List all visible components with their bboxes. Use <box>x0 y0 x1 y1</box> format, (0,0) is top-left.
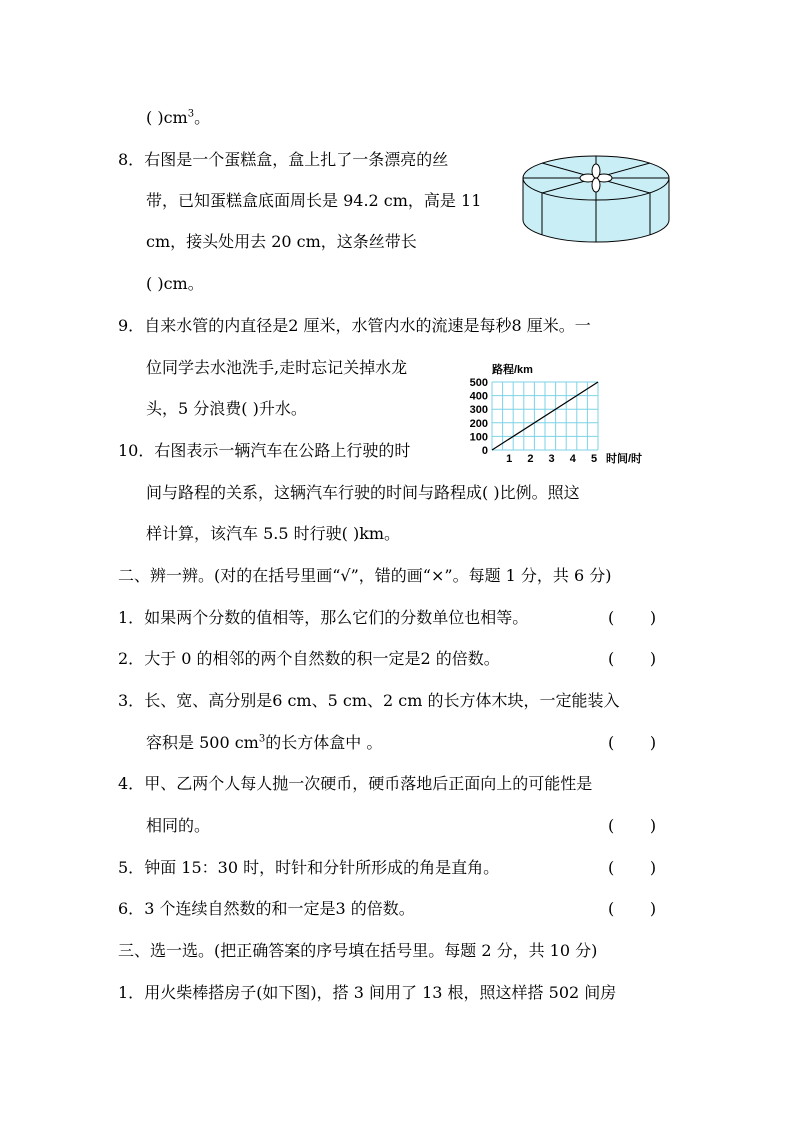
s2-item-4-line-2: 相同的。 <box>146 816 211 835</box>
s2-item-2-text: 大于 0 的相邻的两个自然数的积一定是2 的倍数。 <box>144 649 500 668</box>
s3-item-1-number: 1． <box>118 983 145 1002</box>
q9-line-1 <box>118 316 591 336</box>
section3-title: 三、选一选。(把正确答案的序号填在括号里。每题 2 分，共 10 分) <box>118 941 598 960</box>
q10-line-1 <box>118 441 410 461</box>
s2-item-3-number: 3． <box>118 691 145 710</box>
s2-item-2-number: 2． <box>118 649 145 668</box>
section2-title: 二、辨一辨。(对的在括号里画“√”，错的画“×”。每题 1 分，共 6 分) <box>118 566 612 585</box>
s2-item-6 <box>118 899 415 919</box>
s2-item-3-text-2b: 的长方体盒中 。 <box>265 733 383 752</box>
x-tick-label: 4 <box>569 453 576 465</box>
s2-item-5-text: 钟面 15：30 时，时针和分针所形成的角是直角。 <box>144 858 500 877</box>
s2-item-5-number: 5． <box>118 858 145 877</box>
q8-line-4: ( )cm。 <box>146 274 204 293</box>
s2-item-3-superscript: 3 <box>258 733 266 745</box>
s2-item-1-answer[interactable]: ( ) <box>608 608 657 627</box>
s3-item-1-text: 用火柴棒搭房子(如下图)，搭 3 间用了 13 根，照这样搭 502 间房 <box>144 983 617 1002</box>
s2-item-4-answer[interactable]: ( ) <box>608 816 657 835</box>
q9-line-3: 头，5 分浪费( )升水。 <box>146 399 307 418</box>
s2-item-4-number: 4． <box>118 774 145 793</box>
q8-line-3: cm，接头处用去 20 cm，这条丝带长 <box>146 232 417 251</box>
q9-number: 9． <box>118 316 145 335</box>
q10-number: 10． <box>118 441 155 460</box>
s2-item-1-number: 1． <box>118 608 145 627</box>
s2-item-1-text: 如果两个分数的值相等，那么它们的分数单位也相等。 <box>144 608 529 627</box>
distance-time-chart <box>458 360 658 468</box>
q10-text-1: 右图表示一辆汽车在公路上行驶的时 <box>154 441 411 460</box>
chart-ylabel: 路程/km <box>492 364 533 376</box>
q7-superscript: 3 <box>187 108 195 120</box>
cake-box-illustration <box>520 152 672 247</box>
y-tick-label: 300 <box>469 404 488 417</box>
q7-end: 。 <box>194 108 211 127</box>
s2-item-6-answer[interactable]: ( ) <box>608 899 657 918</box>
y-tick-label: 500 <box>469 377 488 389</box>
chart-x-ticks <box>506 453 597 465</box>
s2-item-3-answer[interactable]: ( ) <box>608 733 657 752</box>
q10-line-3: 样计算，该汽车 5.5 时行驶( )km。 <box>146 524 401 543</box>
chart-y-ticks <box>470 377 488 457</box>
s2-item-4 <box>118 774 592 794</box>
y-tick-label: 200 <box>469 417 488 430</box>
s2-item-3-text: 长、宽、高分别是6 cm、5 cm、2 cm 的长方体木块，一定能装入 <box>144 691 620 710</box>
x-tick-label: 2 <box>527 453 534 465</box>
s2-item-1 <box>118 608 528 628</box>
x-tick-label: 1 <box>506 453 513 465</box>
x-tick-label: 5 <box>590 453 598 465</box>
s2-item-6-text: 3 个连续自然数的和一定是3 的倍数。 <box>144 899 415 918</box>
s3-item-1 <box>118 983 616 1003</box>
q7-blank: ( )cm <box>146 108 188 127</box>
q8-text-1: 右图是一个蛋糕盒，盒上扎了一条漂亮的丝 <box>144 150 449 169</box>
s2-item-6-number: 6． <box>118 899 145 918</box>
q9-text-1: 自来水管的内直径是2 厘米，水管内水的流速是每秒8 厘米。一 <box>144 316 591 335</box>
q8-line-2: 带，已知蛋糕盒底面周长是 94.2 cm，高是 11 <box>146 191 482 210</box>
s2-item-4-text: 甲、乙两个人每人抛一次硬币，硬币落地后正面向上的可能性是 <box>144 774 593 793</box>
q8-line-1 <box>118 150 448 170</box>
s2-item-2-answer[interactable]: ( ) <box>608 649 657 668</box>
q10-line-2: 间与路程的关系，这辆汽车行驶的时间与路程成( )比例。照这 <box>146 483 580 502</box>
q7-answer-line <box>146 108 210 128</box>
s2-item-3-line-2 <box>146 733 382 753</box>
s2-item-3-text-2a: 容积是 500 cm <box>146 733 259 752</box>
q9-line-2: 位同学去水池洗手,走时忘记关掉水龙 <box>146 358 408 377</box>
s2-item-5-answer[interactable]: ( ) <box>608 858 657 877</box>
s2-item-5 <box>118 858 499 878</box>
chart-xlabel: 时间/时 <box>606 453 643 465</box>
s2-item-2 <box>118 649 500 669</box>
x-tick-label: 3 <box>548 453 555 465</box>
q8-number: 8． <box>118 150 145 169</box>
s2-item-3 <box>118 691 619 711</box>
y-tick-label: 0 <box>481 445 488 457</box>
y-tick-label: 100 <box>469 431 488 444</box>
y-tick-label: 400 <box>469 390 488 403</box>
